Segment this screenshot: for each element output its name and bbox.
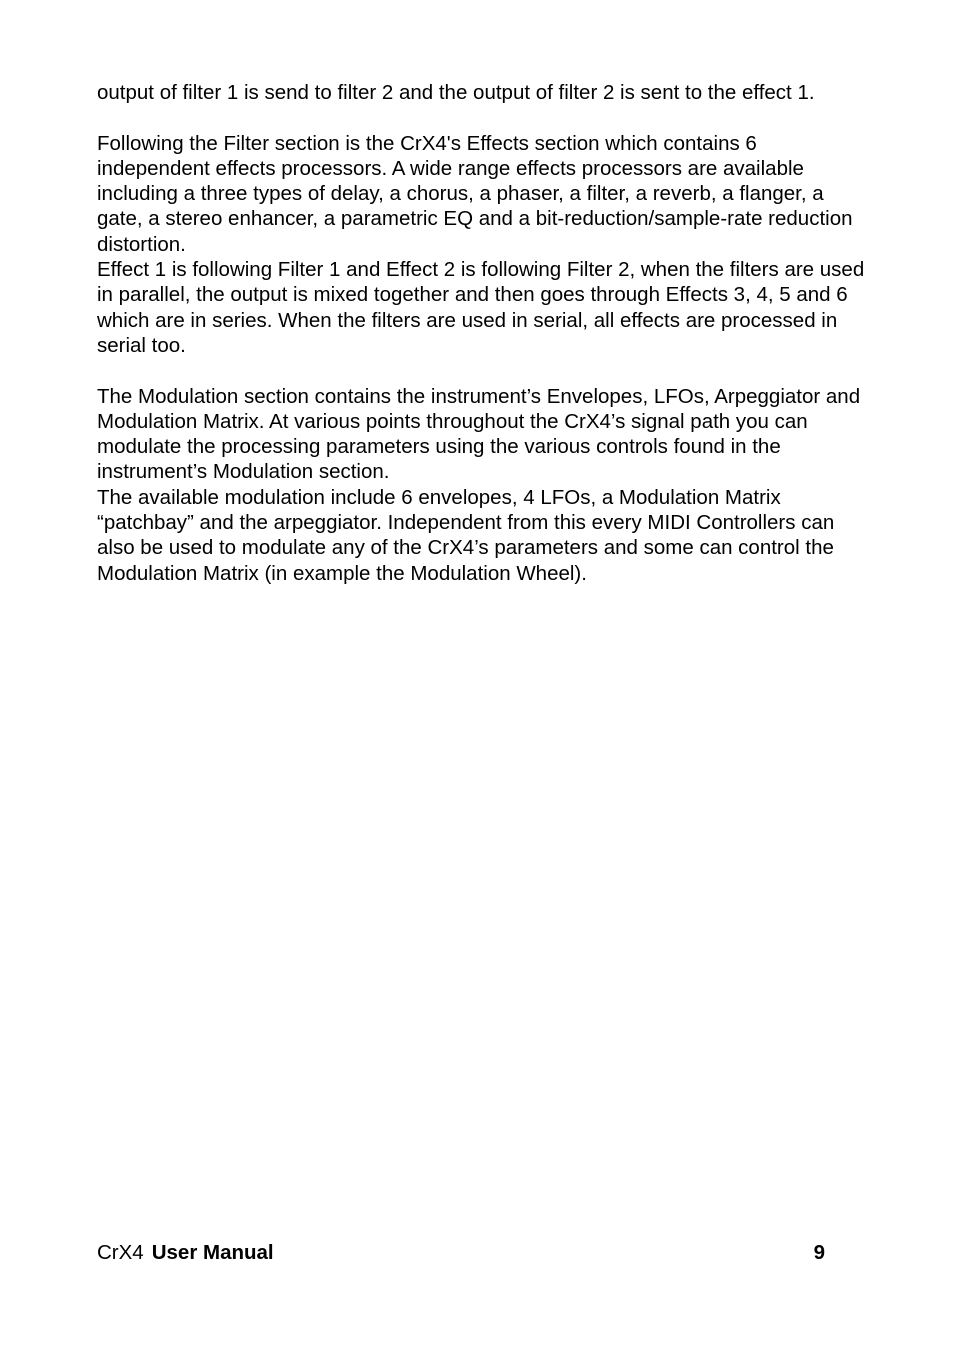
footer-doc-type: User Manual bbox=[151, 1241, 274, 1264]
paragraph-spacer bbox=[97, 105, 867, 130]
paragraph-filter-routing: output of filter 1 is send to filter 2 and the output of filter 2 is sent to the effect 1. bbox=[97, 81, 815, 104]
paragraph-spacer bbox=[97, 358, 867, 383]
paragraph-effects-section: Following the Filter section is the CrX4's Effects section which contains 6 independent effects processors. A wide range effects processors are available including a three types of delay, a chorus, a phaser, a filter, a reverb, a flanger, a gate, a stereo enhancer, a parametric EQ and a bit-reduction/sample-rate reduction distortion. bbox=[97, 131, 853, 256]
body-text bbox=[97, 80, 867, 586]
footer-title bbox=[97, 1241, 274, 1264]
paragraph-modulation-sources: The available modulation include 6 envelopes, 4 LFOs, a Modulation Matrix “patchbay” and the arpeggiator. Independent from this every MIDI Controllers can also be used to modulate any of the CrX4’s parameters and some can control the Modulation Matrix (in example the Modulation Wheel). bbox=[97, 485, 835, 585]
page-footer bbox=[97, 1240, 825, 1265]
page-number: 9 bbox=[813, 1241, 825, 1264]
paragraph-effects-routing: Effect 1 is following Filter 1 and Effect 2 is following Filter 2, when the filters are used in parallel, the output is mixed together and then goes through Effects 3, 4, 5 and 6 which are in series. When the filters are used in serial, all effects are processed in serial too. bbox=[97, 258, 865, 357]
footer-doc-name: CrX4 bbox=[97, 1241, 144, 1264]
paragraph-modulation-section: The Modulation section contains the instrument’s Envelopes, LFOs, Arpeggiator and Modulation Matrix. At various points throughout the CrX4’s signal path you can modulate the processing parameters using the various controls found in the instrument’s Modulation section. bbox=[97, 384, 861, 484]
